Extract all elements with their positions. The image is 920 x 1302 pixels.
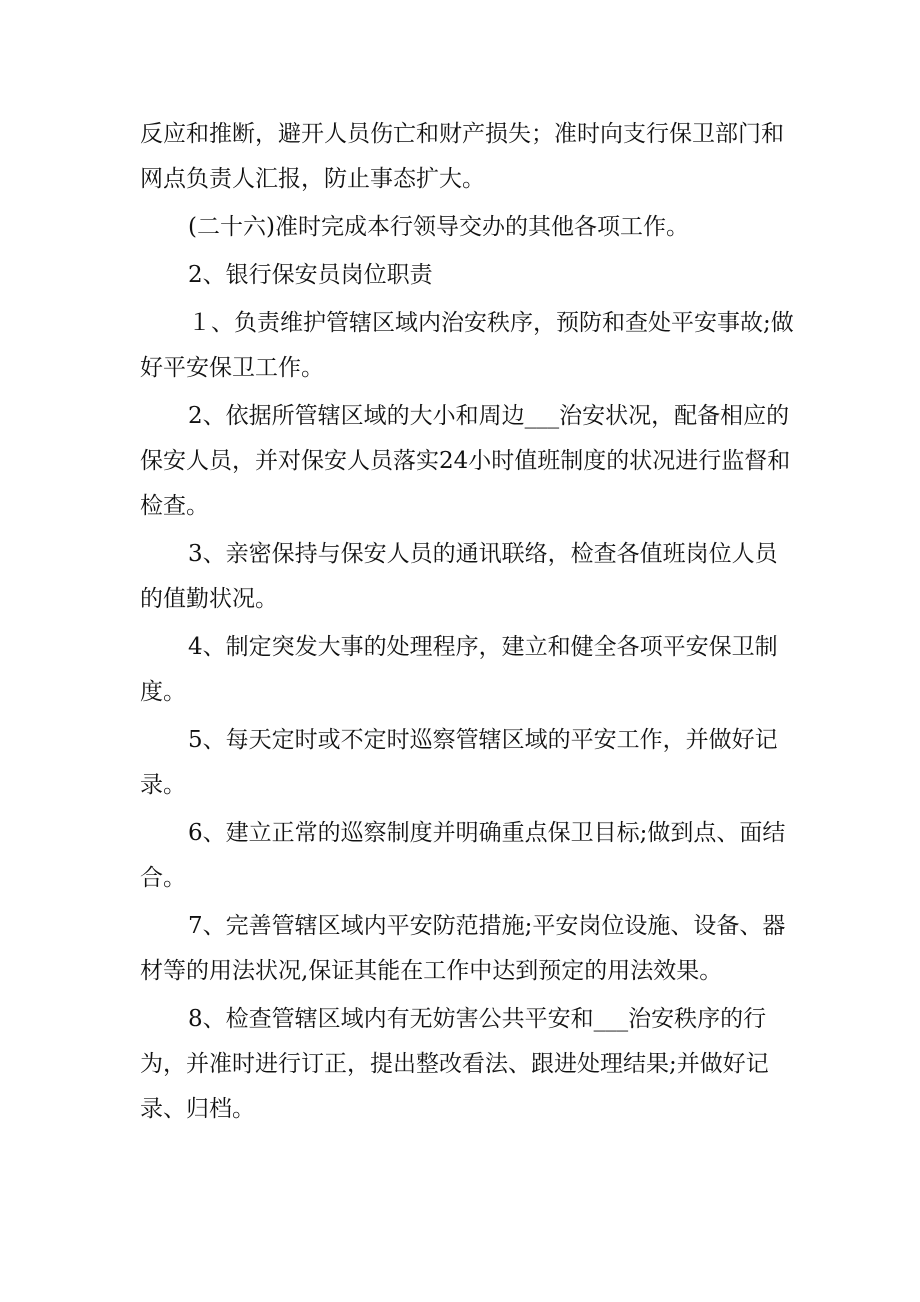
- duty-item-7: 7、完善管辖区域内平安防范措施;平安岗位设施、设备、器材等的用法状况,保证其能在工作中达到预定的用法效果。: [140, 913, 786, 984]
- duty-item-2: 2、依据所管辖区域的大小和周边___治安状况，配备相应的保安人员，并对保安人员落实24小时值班制度的状况进行监督和检查。: [140, 403, 791, 519]
- paragraph-item-26: (二十六)准时完成本行领导交办的其他各项工作。: [188, 214, 689, 240]
- duty-item-5: 5、每天定时或不定时巡察管辖区域的平安工作，并做好记录。: [140, 727, 778, 798]
- duty-item-1: １、负责维护管辖区域内治安秩序，预防和查处平安事故;做好平安保卫工作。: [140, 310, 794, 381]
- paragraph-continuation: 反应和推断，避开人员伤亡和财产损失；准时向支行保卫部门和网点负责人汇报，防止事态扩大。: [140, 121, 784, 192]
- duty-item-8: 8、检查管辖区域内有无妨害公共平安和___治安秩序的行为，并准时进行订正，提出整改看法、跟进处理结果;并做好记录、归档。: [140, 1006, 769, 1122]
- duty-item-3: 3、亲密保持与保安人员的通讯联络，检查各值班岗位人员的值勤状况。: [140, 541, 778, 612]
- duty-item-4: 4、制定突发大事的处理程序，建立和健全各项平安保卫制度。: [140, 634, 778, 705]
- duty-item-6: 6、建立正常的巡察制度并明确重点保卫目标;做到点、面结合。: [140, 820, 786, 891]
- document-body: [140, 112, 800, 1135]
- section-heading: 2、银行保安员岗位职责: [188, 262, 433, 288]
